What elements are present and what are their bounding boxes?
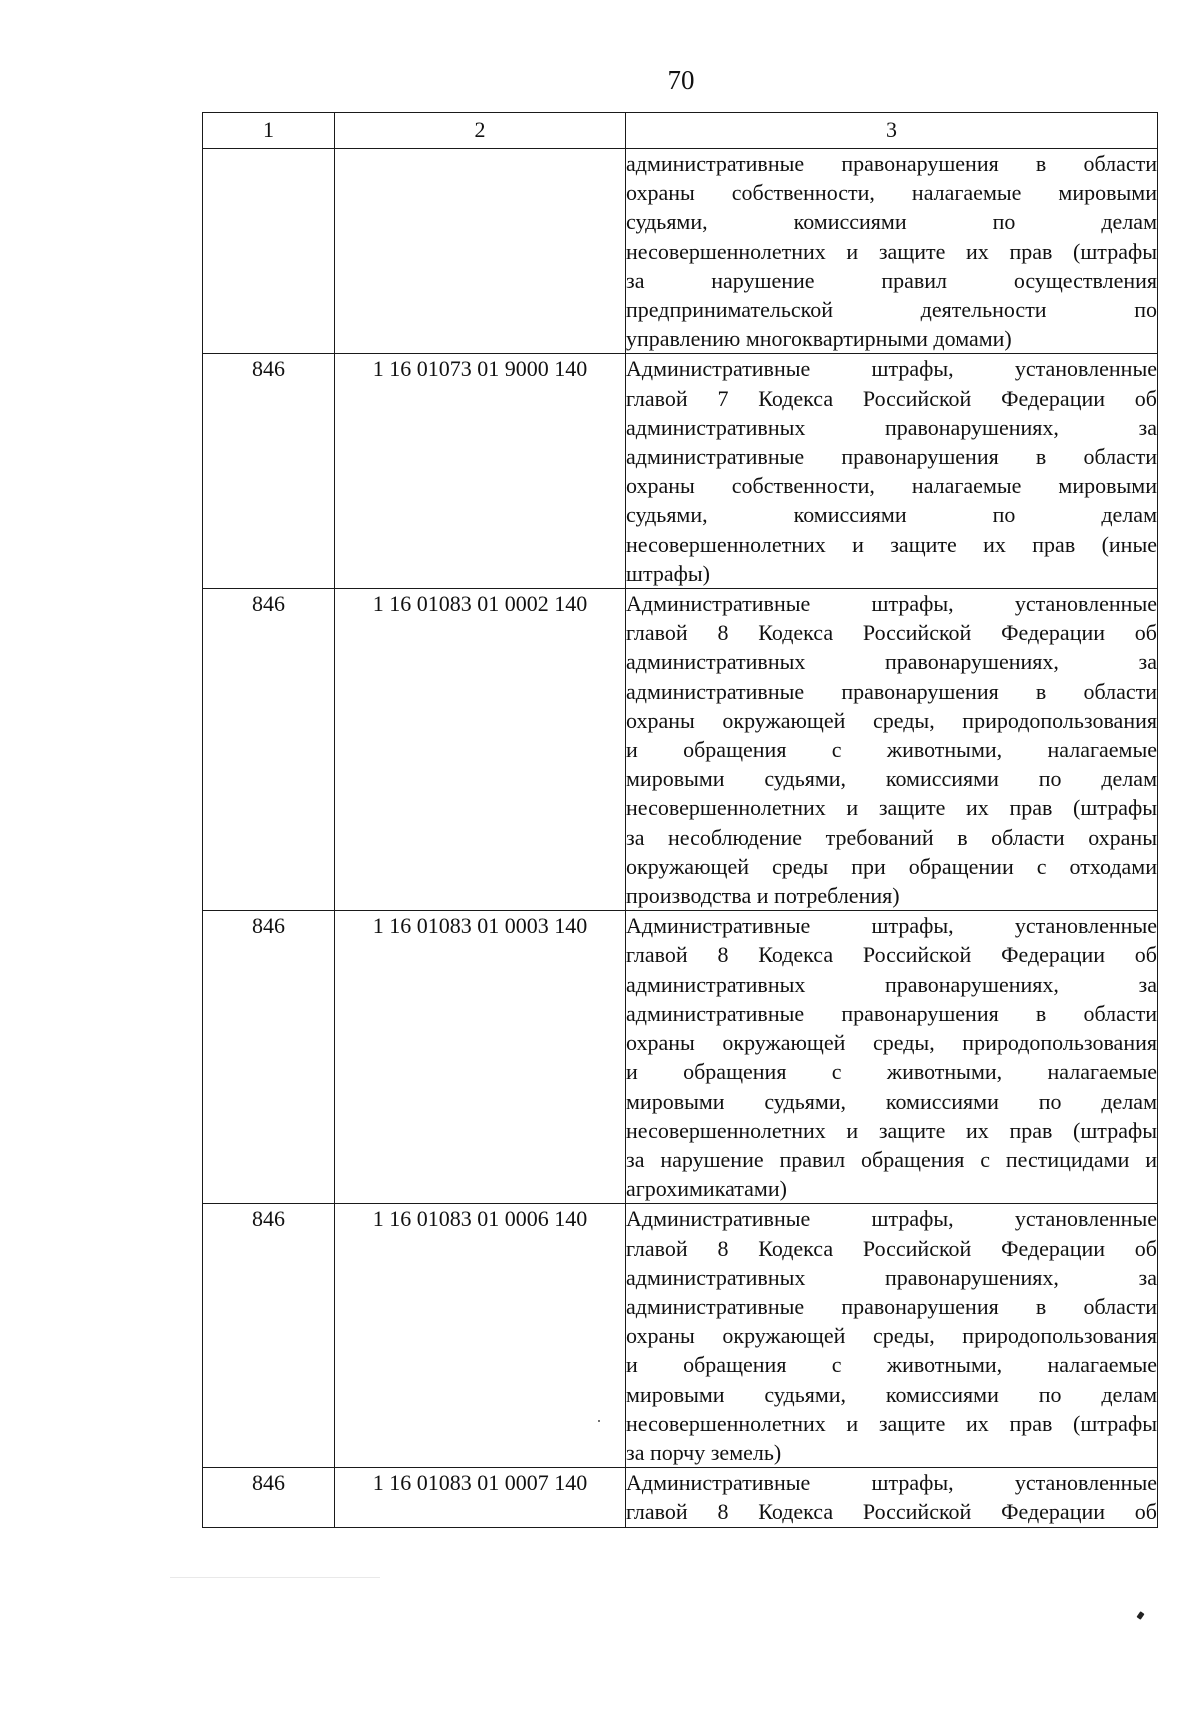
cell-admin-code: 846 xyxy=(203,354,335,589)
cell-admin-code: 846 xyxy=(203,589,335,911)
description-line: Административные штрафы, установленные xyxy=(626,913,1157,939)
scan-artifact-line xyxy=(170,1577,380,1578)
description-line: штрафы) xyxy=(626,560,710,586)
description-line: и обращения с животными, налагаемые xyxy=(626,1352,1157,1378)
description-line: Административные штрафы, установленные xyxy=(626,1206,1157,1232)
description-line: административные правонарушения в области xyxy=(626,444,1157,470)
description-line: главой 8 Кодекса Российской Федерации об xyxy=(626,1499,1157,1525)
description-line: окружающей среды при обращении с отходами xyxy=(626,853,1157,879)
description-line: производства и потребления) xyxy=(626,883,900,909)
table-row xyxy=(203,911,1158,1204)
description-line: главой 8 Кодекса Российской Федерации об xyxy=(626,1235,1157,1261)
description-line: Административные штрафы, установленные xyxy=(626,356,1157,382)
description-line: главой 7 Кодекса Российской Федерации об xyxy=(626,385,1157,411)
description-line: охраны окружающей среды, природопользования xyxy=(626,707,1157,733)
description-line: Административные штрафы, установленные xyxy=(626,1470,1157,1496)
description-line: несовершеннолетних и защите их прав (штрафы xyxy=(626,795,1157,821)
column-header-3: 3 xyxy=(626,113,1158,149)
table-header-row xyxy=(203,113,1158,149)
description-line: судьями, комиссиями по делам xyxy=(626,209,1157,235)
description-line: и обращения с животными, налагаемые xyxy=(626,1059,1157,1085)
cell-budget-code: 1 16 01083 01 0002 140 xyxy=(335,589,626,911)
description-line: за нарушение правил осуществления xyxy=(626,267,1157,293)
scan-artifact-mark xyxy=(1136,1611,1144,1620)
description-line: мировыми судьями, комиссиями по делам xyxy=(626,1088,1157,1114)
description-line: охраны собственности, налагаемые мировыми xyxy=(626,473,1157,499)
cell-admin-code: 846 xyxy=(203,1204,335,1468)
cell-admin-code: 846 xyxy=(203,911,335,1204)
cell-budget-code: 1 16 01083 01 0006 140 xyxy=(335,1204,626,1468)
cell-description xyxy=(626,589,1158,911)
column-header-1: 1 xyxy=(203,113,335,149)
description-line: административных правонарушениях, за xyxy=(626,971,1157,997)
description-line: и обращения с животными, налагаемые xyxy=(626,737,1157,763)
description-line: управлению многоквартирными домами) xyxy=(626,326,1012,352)
cell-description xyxy=(626,911,1158,1204)
description-line: мировыми судьями, комиссиями по делам xyxy=(626,1381,1157,1407)
description-line: агрохимикатами) xyxy=(626,1176,787,1202)
description-line: административные правонарушения в области xyxy=(626,1000,1157,1026)
table-body xyxy=(203,149,1158,1528)
description-line: мировыми судьями, комиссиями по делам xyxy=(626,766,1157,792)
cell-description xyxy=(626,1468,1158,1527)
description-line: судьями, комиссиями по делам xyxy=(626,502,1157,528)
cell-admin-code xyxy=(203,149,335,354)
description-line: административные правонарушения в области xyxy=(626,151,1157,176)
page-number: 70 xyxy=(667,65,695,95)
table-row xyxy=(203,149,1158,354)
description-line: главой 8 Кодекса Российской Федерации об xyxy=(626,620,1157,646)
cell-budget-code: 1 16 01083 01 0007 140 xyxy=(335,1468,626,1527)
description-line: Административные штрафы, установленные xyxy=(626,591,1157,617)
cell-budget-code: 1 16 01083 01 0003 140 xyxy=(335,911,626,1204)
description-line: административных правонарушениях, за xyxy=(626,1264,1157,1290)
cell-budget-code: 1 16 01073 01 9000 140 xyxy=(335,354,626,589)
budget-codes-table xyxy=(202,112,1158,1528)
description-line: несовершеннолетних и защите их прав (иные xyxy=(626,531,1157,557)
scan-artifact-dot xyxy=(598,1420,600,1422)
description-line: охраны окружающей среды, природопользования xyxy=(626,1323,1157,1349)
description-line: охраны собственности, налагаемые мировыми xyxy=(626,180,1157,206)
table-row xyxy=(203,1204,1158,1468)
cell-description xyxy=(626,1204,1158,1468)
column-header-2: 2 xyxy=(335,113,626,149)
description-line: административные правонарушения в области xyxy=(626,1293,1157,1319)
description-line: административных правонарушениях, за xyxy=(626,649,1157,675)
description-line: административные правонарушения в области xyxy=(626,678,1157,704)
table-row xyxy=(203,354,1158,589)
description-line: за нарушение правил обращения с пестицидами и xyxy=(626,1146,1157,1172)
cell-description xyxy=(626,354,1158,589)
description-line: охраны окружающей среды, природопользования xyxy=(626,1030,1157,1056)
cell-description xyxy=(626,149,1158,354)
description-line: несовершеннолетних и защите их прав (штрафы xyxy=(626,1117,1157,1143)
table-header xyxy=(203,113,1158,149)
description-line: административных правонарушениях, за xyxy=(626,414,1157,440)
description-line: главой 8 Кодекса Российской Федерации об xyxy=(626,942,1157,968)
description-line: предпринимательской деятельности по xyxy=(626,297,1157,323)
table-row xyxy=(203,589,1158,911)
description-line: за несоблюдение требований в области охраны xyxy=(626,824,1157,850)
cell-admin-code: 846 xyxy=(203,1468,335,1527)
description-line: несовершеннолетних и защите их прав (штрафы xyxy=(626,238,1157,264)
cell-budget-code xyxy=(335,149,626,354)
description-line: за порчу земель) xyxy=(626,1439,782,1465)
table-row xyxy=(203,1468,1158,1527)
description-line: несовершеннолетних и защите их прав (штрафы xyxy=(626,1410,1157,1436)
